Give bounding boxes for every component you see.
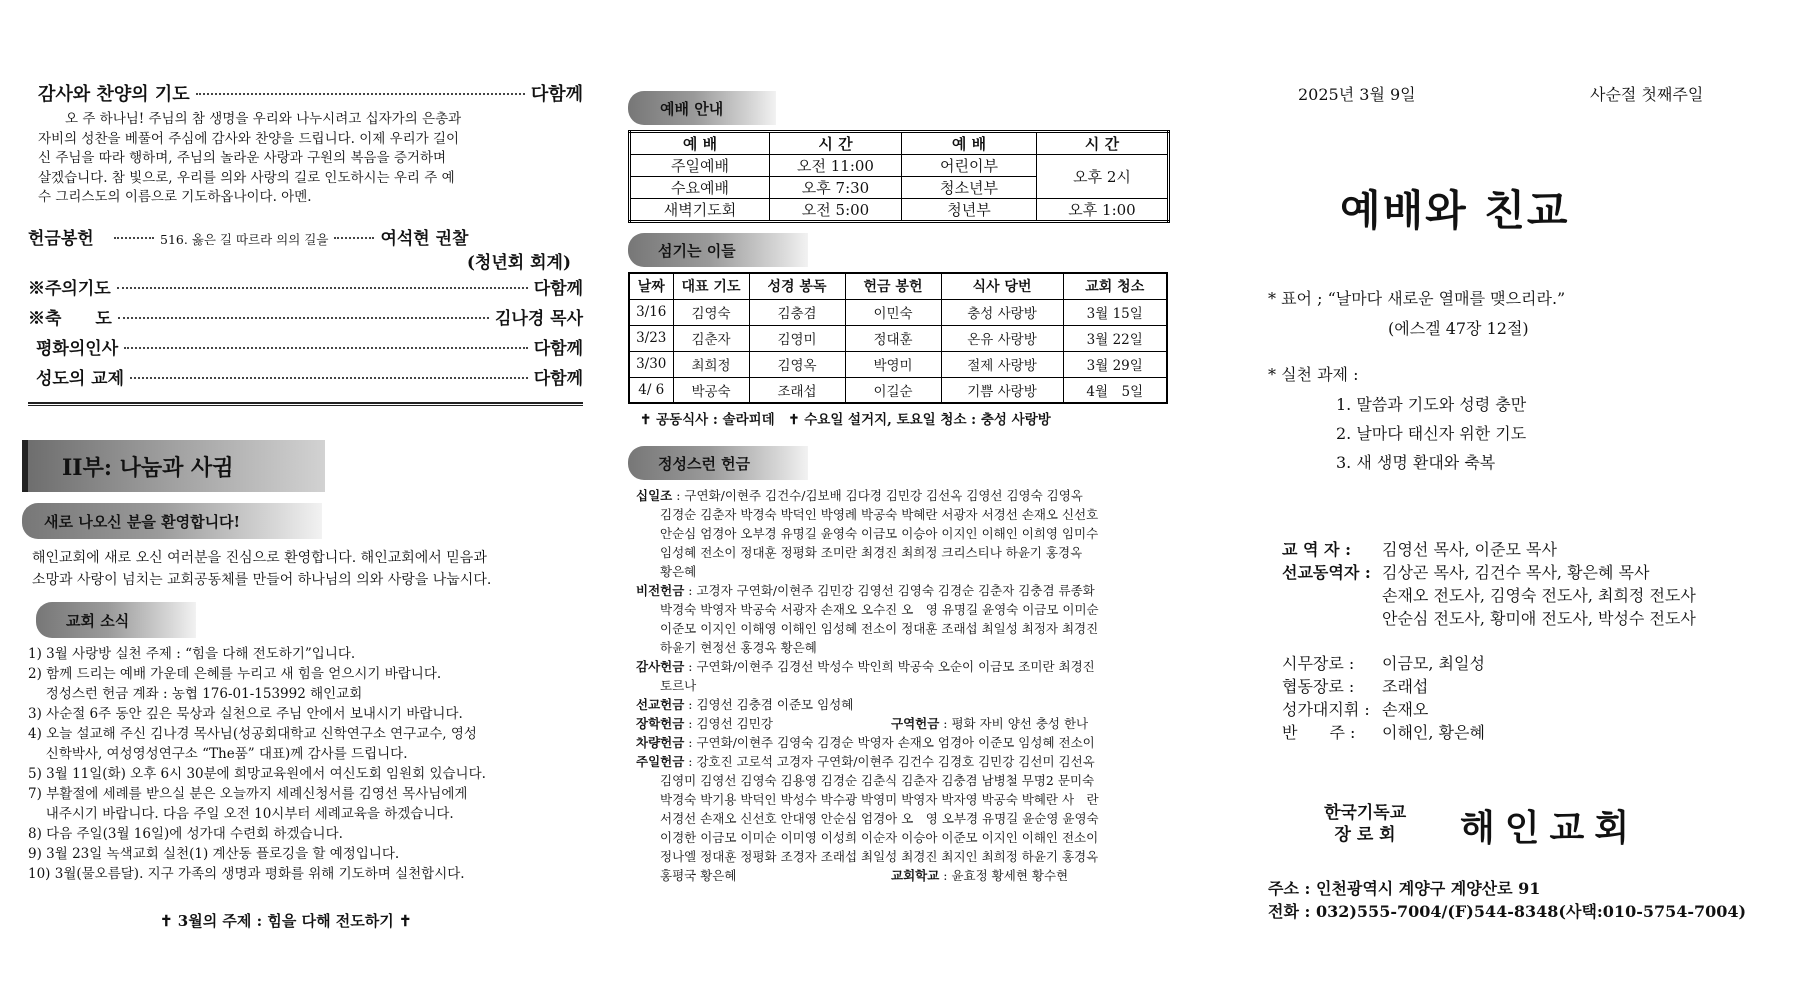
- serve-cell: 이민숙: [845, 299, 941, 325]
- theme-line: ✝ 3월의 주제 : 힘을 다해 전도하기 ✝: [160, 912, 412, 930]
- offering-first-line: [636, 695, 1181, 714]
- right-column: [1260, 0, 1780, 992]
- task-item: 2. 날마다 태신자 위한 기도: [1336, 424, 1527, 443]
- order-row: [28, 304, 583, 334]
- liturgical-season: 사순절 첫째주일: [1590, 85, 1704, 104]
- serve-cell: 김영미: [749, 325, 845, 351]
- offering-line: 정나엘 정대훈 정평화 조경자 조래섭 최일성 최경진 최지인 최희정 하윤기 홍경옥: [660, 849, 1099, 864]
- elder-row: [1282, 675, 1782, 698]
- welcome-banner: [22, 503, 322, 539]
- offering-names: : 고경자 구연화/이현주 김민강 김영선 김영숙 김경순 김춘자 김충겸 류종화: [684, 583, 1095, 598]
- service-name: 주일예배: [630, 155, 770, 177]
- serve-row: [629, 325, 1167, 351]
- staff-role: 선교동역자 :: [1282, 563, 1371, 582]
- serve-cell: 3월 22일: [1063, 325, 1167, 351]
- serve-cell: 3월 15일: [1063, 299, 1167, 325]
- offering-category: 선교헌금: [636, 697, 685, 712]
- part2-title: II부: 나눔과 사귐: [62, 454, 234, 481]
- order-row: [28, 274, 583, 304]
- prayer-text: [28, 110, 583, 208]
- prayer-line: 오 주 하나님! 주님의 참 생명을 우리와 나누시려고 십자가의 은총과: [65, 111, 462, 127]
- offering-names: : 김영선 김충겸 이준모 임성혜: [684, 697, 854, 712]
- offer-title: 정성스런 헌금: [658, 454, 751, 473]
- offering-category: 장학헌금: [636, 716, 685, 731]
- offering-line: 임성혜 전소이 정대훈 정평화 조미란 최경진 최희정 크리스티나 하윤기 홍경옥: [660, 545, 1083, 560]
- serve-cell: 김춘자: [673, 325, 749, 351]
- offering-names: : 김영선 김민강: [684, 716, 773, 731]
- service-header: 예 배: [902, 132, 1037, 155]
- serve-cell: 절제 사랑방: [941, 351, 1063, 377]
- welcome-text: [32, 547, 587, 591]
- elder-names: 이해인, 황은혜: [1382, 723, 1485, 742]
- service-time: 오전 5:00: [770, 199, 902, 222]
- offering-line: 토르나: [660, 678, 697, 693]
- offering-first-line: [636, 581, 1181, 600]
- serve-row: [629, 377, 1167, 403]
- order-label: 평화의인사: [36, 338, 119, 359]
- left-column: [28, 80, 583, 406]
- serve-header: 날짜: [629, 273, 673, 299]
- staff-row: [1282, 538, 1782, 561]
- news-item: 4) 오늘 설교해 주신 김나경 목사님(성공회대학교 신학연구소 연구교수, 영성: [28, 726, 477, 742]
- task-item: 3. 새 생명 환대와 축복: [1336, 453, 1496, 472]
- staff-names: 안순심 전도사, 황미애 전도사, 박성수 전도사: [1382, 609, 1696, 628]
- order-who: 다함께: [533, 338, 583, 359]
- prayer-line: 살겠습니다. 참 빛으로, 우리를 의와 사랑의 길로 인도하시는 우리 주 예: [38, 169, 455, 186]
- prayer-heading: [28, 80, 583, 106]
- offering-category: 교회학교: [891, 868, 940, 883]
- offering-first-line: [636, 752, 1181, 771]
- elder-row: [1282, 721, 1782, 744]
- offering-names: : 평화 자비 양선 충성 한나: [939, 716, 1089, 731]
- staff-role: [1282, 584, 1382, 607]
- motto-ref: (에스겔 47장 12절): [1388, 319, 1529, 338]
- offering-line: 박경숙 박기용 박덕인 박성수 박수광 박영미 박영자 박자영 박공숙 박혜란 사 란: [660, 792, 1099, 807]
- prayer-title: 감사와 찬양의 기도: [38, 84, 190, 105]
- church-name: 해인교회: [1460, 808, 1640, 849]
- service-name: 청소년부: [902, 177, 1037, 199]
- serve-header: 교회 청소: [1063, 273, 1167, 299]
- news-item: 신학박사, 여성영성연구소 “The품” 대표)께 감사를 드립니다.: [28, 746, 408, 762]
- serve-row: [629, 351, 1167, 377]
- serve-cell: 정대훈: [845, 325, 941, 351]
- news-item: 10) 3월(물오름달). 지구 가족의 생명과 평화를 위해 기도하며 실천합시다.: [28, 866, 465, 882]
- serve-cell: 4/ 6: [629, 377, 673, 403]
- serve-header: 헌금 봉헌: [845, 273, 941, 299]
- tasks-label: * 실천 과제 :: [1268, 365, 1359, 384]
- offering-who-sub: (청년회 회계): [466, 252, 571, 273]
- elder-role: 협동장로 :: [1282, 677, 1355, 696]
- serve-table: [628, 272, 1168, 404]
- order-row: [28, 364, 583, 394]
- staff-names: 손재오 전도사, 김영숙 전도사, 최희정 전도사: [1382, 586, 1696, 605]
- service-table: [628, 130, 1170, 223]
- serve-header: 대표 기도: [673, 273, 749, 299]
- order-label: ※주의기도: [28, 278, 111, 299]
- serve-cell: 조래섭: [749, 377, 845, 403]
- left-divider: [28, 402, 583, 406]
- serve-cell: 4월 5일: [1063, 377, 1167, 403]
- serve-cell: 김충겸: [749, 299, 845, 325]
- offering-line: 서경선 손재오 신선호 안대영 안순심 엄경아 오 영 오부경 유명길 윤순영 윤영숙: [660, 811, 1099, 826]
- serve-header: 성경 봉독: [749, 273, 845, 299]
- serve-cell: 충성 사랑방: [941, 299, 1063, 325]
- offering-first-line: [636, 733, 1181, 752]
- elders-block: [1282, 652, 1782, 744]
- address: 주소 : 인천광역시 계양구 계양산로 91: [1268, 879, 1541, 898]
- news-item: 3) 사순절 6주 동안 깊은 묵상과 실천으로 주님 안에서 보내시기 바랍니다.: [28, 706, 463, 722]
- order-who: 다함께: [533, 278, 583, 299]
- order-label: 성도의 교제: [36, 368, 125, 389]
- news-item: 8) 다음 주일(3월 16일)에 성가대 수련회 하겠습니다.: [28, 826, 343, 842]
- staff-row: [1282, 561, 1782, 584]
- serve-cell: 3/16: [629, 299, 673, 325]
- part2-banner: [22, 440, 325, 492]
- bulletin-date: 2025년 3월 9일: [1298, 85, 1416, 104]
- offering-row: [28, 224, 583, 248]
- staff-block: [1282, 538, 1782, 630]
- news-item: 9) 3월 23일 녹색교회 실천(1) 계산동 플로깅을 할 예정입니다.: [28, 846, 400, 862]
- service-name: 어린이부: [902, 155, 1037, 177]
- news-item: 2) 함께 드리는 예배 가운데 은혜를 누리고 새 힘을 얻으시기 바랍니다.: [28, 666, 442, 682]
- offering-names: : 구연화/이현주 김건수/김보배 김다경 김민강 김선옥 김영선 김영숙 김영옥: [672, 488, 1083, 503]
- offering-category: 비전헌금: [636, 583, 685, 598]
- service-header: 시 간: [1037, 132, 1169, 155]
- news-item: 내주시기 바랍니다. 다음 주일 오전 10시부터 세례교육을 하겠습니다.: [28, 806, 454, 822]
- tasks-list: [1336, 390, 1526, 477]
- offering-names: : 강호진 고로석 고경자 구연화/이현주 김건수 김경호 김민강 김선미 김선옥: [684, 754, 1095, 769]
- serve-cell: 온유 사랑방: [941, 325, 1063, 351]
- task-item: 1. 말씀과 기도와 성령 충만: [1336, 395, 1527, 414]
- offering-first-line: [636, 714, 1181, 733]
- welcome-title: 새로 나오신 분을 환영합니다!: [44, 512, 241, 531]
- staff-row: [1282, 607, 1782, 630]
- news-banner: [36, 602, 196, 638]
- offering-names: 홍평국 황은혜: [660, 868, 737, 883]
- serve-cell: 김영옥: [749, 351, 845, 377]
- offering-line: 황은혜: [660, 564, 697, 579]
- staff-role: 교 역 자 :: [1282, 540, 1351, 559]
- motto-label: * 표어 ;: [1268, 289, 1323, 308]
- staff-names: 김영선 목사, 이준모 목사: [1382, 540, 1557, 559]
- offering-hymn: 516. 옳은 길 따르라 의의 길을: [160, 231, 329, 247]
- offering-category: 구역헌금: [891, 716, 940, 731]
- elder-role: 성가대지휘 :: [1282, 700, 1370, 719]
- offering-first-line: [636, 657, 1181, 676]
- order-label: ※축 도: [28, 308, 112, 329]
- serve-cell: 기쁨 사랑방: [941, 377, 1063, 403]
- order-row: [28, 334, 583, 364]
- service-banner: [628, 91, 776, 125]
- offering-line: 김경순 김춘자 박경숙 박덕인 박영례 박공숙 박혜란 서광자 서경선 손재오 신선호: [660, 507, 1099, 522]
- service-name: 새벽기도회: [630, 199, 770, 222]
- serve-cell: 3/30: [629, 351, 673, 377]
- serve-header: 식사 당번: [941, 273, 1063, 299]
- service-time: 오전 11:00: [770, 155, 902, 177]
- elder-row: [1282, 698, 1782, 721]
- service-time: 오후 2시: [1037, 155, 1169, 199]
- staff-names: 김상곤 목사, 김건수 목사, 황은혜 목사: [1382, 563, 1650, 582]
- staff-role: [1282, 607, 1382, 630]
- bulletin-title: 예배와 친교: [1340, 186, 1570, 235]
- elder-names: 조래섭: [1382, 677, 1429, 696]
- offering-line: 안순심 엄경아 오부경 유명길 윤영숙 이금모 이승아 이지인 이해인 이희영 임미수: [660, 526, 1099, 541]
- motto-text: “날마다 새로운 열매를 맺으리라.”: [1327, 289, 1566, 308]
- serve-cell: 박영미: [845, 351, 941, 377]
- offering-who: 여석현 권찰: [380, 228, 469, 249]
- serve-cell: 3/23: [629, 325, 673, 351]
- elder-role: 시무장로 :: [1282, 654, 1355, 673]
- serve-banner: [628, 233, 808, 267]
- offering-list: [636, 486, 1181, 885]
- order-who: 김나경 목사: [494, 308, 583, 329]
- news-title: 교회 소식: [66, 611, 130, 630]
- offering-names: : 구연화/이현주 김영숙 김경순 박영자 손재오 엄경아 이준모 임성혜 전소이: [684, 735, 1095, 750]
- serve-cell: 최희정: [673, 351, 749, 377]
- denomination: [1324, 802, 1406, 846]
- prayer-line: 수 그리스도의 이름으로 기도하옵나이다. 아멘.: [38, 189, 312, 205]
- serve-title: 섬기는 이들: [658, 241, 736, 260]
- elder-row: [1282, 652, 1782, 675]
- serve-note: ✝ 공동식사 : 솔라피데 ✝ 수요일 설거지, 토요일 청소 : 충성 사랑방: [640, 412, 1051, 428]
- news-item: 정성스런 헌금 계좌 : 농협 176-01-153992 해인교회: [28, 686, 363, 702]
- denomination-line: 장 로 회: [1334, 825, 1396, 845]
- elder-names: 손재오: [1382, 700, 1429, 719]
- prayer-line: 자비의 성찬을 베풀어 주심에 감사와 찬양을 드립니다. 이제 우리가 길이: [38, 130, 460, 147]
- phone: 전화 : 032)555-7004/(F)544-8348(사택:010-5754-7004): [1268, 902, 1747, 921]
- elder-names: 이금모, 최일성: [1382, 654, 1485, 673]
- serve-cell: 3월 29일: [1063, 351, 1167, 377]
- offer-banner: [628, 446, 808, 480]
- news-item: 5) 3월 11일(화) 오후 6시 30분에 희망교육원에서 여신도회 임원회 있습니다.: [28, 766, 486, 782]
- order-who: 다함께: [533, 368, 583, 389]
- service-time: 오후 7:30: [770, 177, 902, 199]
- service-time: 오후 1:00: [1037, 199, 1169, 222]
- service-title: 예배 안내: [660, 99, 724, 118]
- offering-category: 십일조: [636, 488, 673, 503]
- offering-line: [636, 866, 1181, 885]
- welcome-line: 소망과 사랑이 넘치는 교회공동체를 만들어 하나님의 의와 사랑을 나눕시다.: [32, 572, 492, 588]
- denomination-line: 한국기독교: [1324, 803, 1407, 823]
- prayer-line: 신 주님을 따라 행하며, 주님의 놀라운 사랑과 구원의 복음을 증거하며: [38, 150, 447, 166]
- offering-names: : 윤효정 황세현 황수현: [939, 868, 1069, 883]
- service-header: 예 배: [630, 132, 770, 155]
- offering-line: 하윤기 현정선 홍경옥 황은혜: [660, 640, 817, 655]
- serve-cell: 박공숙: [673, 377, 749, 403]
- welcome-line: 해인교회에 새로 오신 여러분을 진심으로 환영합니다. 해인교회에서 믿음과: [32, 550, 487, 566]
- elder-role: 반 주 :: [1282, 723, 1356, 742]
- offering-line: 이경한 이금모 이미순 이미영 이성희 이순자 이승아 이준모 이지인 이해인 전소이: [660, 830, 1099, 845]
- news-list: [28, 644, 588, 884]
- serve-row: [629, 299, 1167, 325]
- offering-category: 차량헌금: [636, 735, 685, 750]
- news-item: 1) 3월 사랑방 실천 주제 : “힘을 다해 전도하기”입니다.: [28, 646, 356, 662]
- offering-line: 김영미 김영선 김영숙 김용영 김경순 김춘식 김춘자 김충겸 남병철 무명2 문미숙: [660, 773, 1095, 788]
- motto-block: [1268, 286, 1565, 309]
- offering-line: 이준모 이지인 이해영 이해인 임성혜 전소이 정대훈 조래섭 최일성 최정자 최경진: [660, 621, 1099, 636]
- service-name: 수요예배: [630, 177, 770, 199]
- service-header: 시 간: [770, 132, 902, 155]
- news-item: 7) 부활절에 세례를 받으실 분은 오늘까지 세례신청서를 김영선 목사님에게: [28, 786, 468, 802]
- staff-row: [1282, 584, 1782, 607]
- offering-category: 감사헌금: [636, 659, 685, 674]
- serve-cell: 이길순: [845, 377, 941, 403]
- prayer-who: 다함께: [530, 84, 583, 105]
- offering-names: : 구연화/이현주 김경선 박성수 박인희 박공숙 오순이 이금모 조미란 최경진: [684, 659, 1095, 674]
- serve-cell: 김영숙: [673, 299, 749, 325]
- offering-first-line: [636, 486, 1181, 505]
- offering-line: 박경숙 박영자 박공숙 서광자 손재오 오수진 오 영 유명길 윤영숙 이금모 이미순: [660, 602, 1099, 617]
- offering-label: 헌금봉헌: [28, 228, 94, 249]
- offering-category: 주일헌금: [636, 754, 685, 769]
- service-name: 청년부: [902, 199, 1037, 222]
